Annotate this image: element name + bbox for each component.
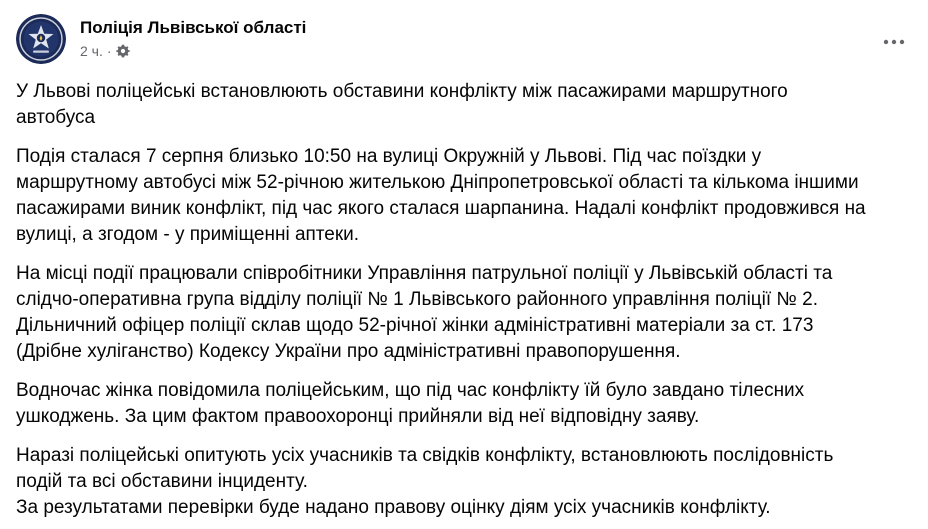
post-paragraph: Наразі поліцейські опитують усіх учасників та свідків конфлікту, встановлюють послідовність подій та всі обставини інциденту. За результатами перевірки буде надано правову оцінку діям усіх учасників конфлікту.	[16, 445, 834, 518]
avatar[interactable]	[16, 14, 66, 64]
post-paragraph: Водночас жінка повідомила поліцейським, що під час конфлікту їй було завдано тілесних ушкоджень. За цим фактом правоохоронці прийняли від неї відповідну заяву.	[16, 380, 805, 427]
post-meta	[80, 42, 306, 60]
meta-separator: ·	[106, 43, 112, 59]
post-paragraph: На місці події працювали співробітники Управління патрульної поліції у Львівській області та слідчо-оперативна група відділу поліції № 1 Львівського районного управління поліції № 2. Дільничний офіцер поліції склав щодо 52-річної жінки адміністративні матеріали за ст. 173 (Дрібне хуліганство) Кодексу України про адміністративні правопорушення.	[16, 263, 833, 362]
more-horizontal-icon	[883, 39, 905, 45]
post-header	[16, 12, 912, 68]
post-time[interactable]: 2 ч.	[80, 43, 103, 59]
post-body	[16, 79, 912, 529]
police-emblem-icon	[16, 14, 66, 64]
page-name[interactable]: Поліція Львівської області	[80, 18, 307, 37]
gear-icon[interactable]	[116, 44, 130, 58]
post-headline: У Львові поліцейські встановлюють обставини конфлікту між пасажирами маршрутного автобуса	[16, 81, 788, 128]
post-paragraph: Подія сталася 7 серпня близько 10:50 на вулиці Окружній у Львові. Під час поїздки у маршрутному автобусі між 52-річною жителькою Дніпропетровської області та кількома іншими пасажирами виник конфлікт, під час якого сталася шарпанина. Надалі конфлікт продовжився на вулиці, а згодом - у приміщенні аптеки.	[16, 146, 866, 245]
more-options-button[interactable]	[876, 24, 912, 60]
author-block	[80, 18, 306, 60]
